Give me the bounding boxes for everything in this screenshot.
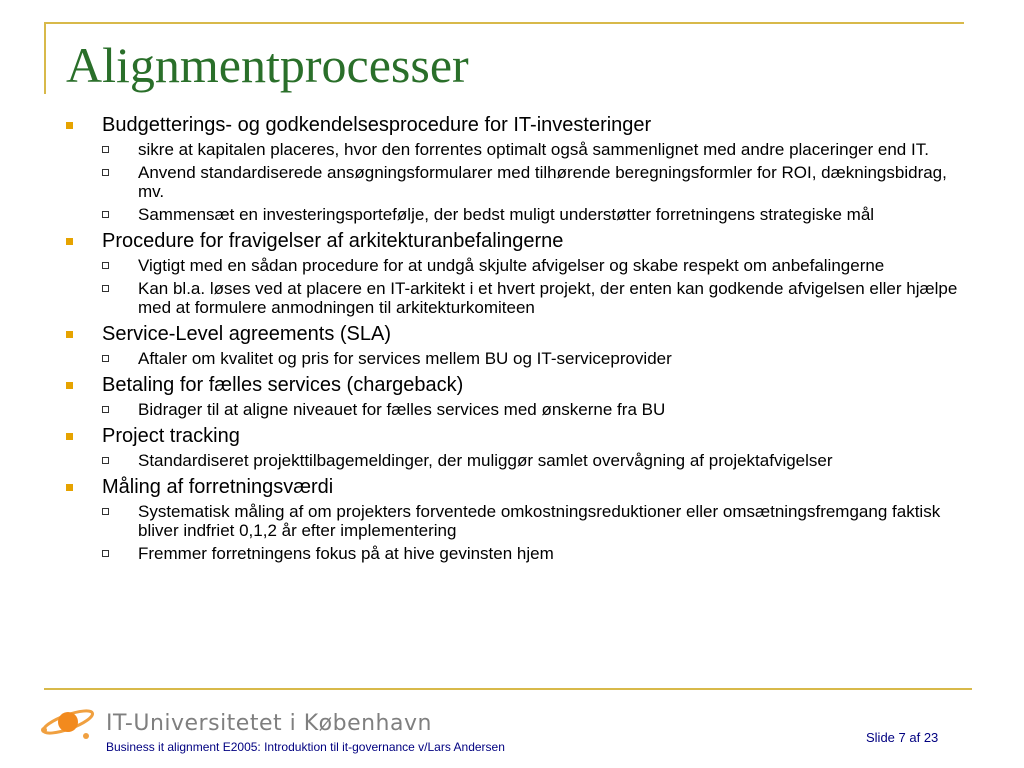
sub-bullet-text: Bidrager til at aligne niveauet for fælles services med ønskerne fra BU — [138, 400, 666, 419]
sub-bullet-item — [60, 451, 960, 470]
bullet-text: Service-Level agreements (SLA) — [102, 323, 392, 345]
sub-bullet-text: Aftaler om kvalitet og pris for services mellem BU og IT-serviceprovider — [138, 349, 672, 368]
hollow-square-bullet-icon — [102, 406, 109, 413]
sub-bullet-text: Systematisk måling af om projekters forventede omkostningsreduktioner eller omsætningsfremgang faktisk bliver indfriet 0,1,2 år efter implementering — [138, 502, 941, 540]
sub-bullet-item — [60, 163, 960, 201]
sub-bullet-item — [60, 400, 960, 419]
sub-bullet-item — [60, 502, 960, 540]
bullet-text: Betaling for fælles services (chargeback) — [102, 374, 464, 396]
hollow-square-bullet-icon — [102, 457, 109, 464]
sub-bullet-item — [60, 140, 960, 159]
sub-bullet-text: Anvend standardiserede ansøgningsformularer med tilhørende beregningsformler for ROI, dækningsbidrag, mv. — [138, 163, 947, 201]
bullet-text: Procedure for fravigelser af arkitekturanbefalingerne — [102, 230, 564, 252]
square-bullet-icon — [66, 433, 73, 440]
sub-bullet-text: Standardiseret projekttilbagemeldinger, der muliggør samlet overvågning af projektafvigelser — [138, 451, 833, 470]
square-bullet-icon — [66, 382, 73, 389]
bullet-text: Budgetterings- og godkendelsesprocedure for IT-investeringer — [102, 114, 652, 136]
sub-bullet-text: sikre at kapitalen placeres, hvor den forrentes optimalt også sammenlignet med andre placeringer end IT. — [138, 140, 929, 159]
hollow-square-bullet-icon — [102, 550, 109, 557]
hollow-square-bullet-icon — [102, 169, 109, 176]
sub-bullet-item — [60, 544, 960, 563]
sub-bullet-text: Sammensæt en investeringsportefølje, der bedst muligt understøtter forretningens strategiske mål — [138, 205, 875, 224]
bullet-item — [60, 230, 960, 252]
sub-bullet-text: Vigtigt med en sådan procedure for at undgå skjulte afvigelser og skabe respekt om anbefalingerne — [138, 256, 885, 275]
bullet-item — [60, 114, 960, 136]
sub-bullet-item — [60, 279, 960, 317]
square-bullet-icon — [66, 484, 73, 491]
organization-name: IT-Universitetet i København — [106, 711, 432, 736]
hollow-square-bullet-icon — [102, 285, 109, 292]
frame-left-line — [44, 22, 46, 94]
sub-bullet-item — [60, 349, 960, 368]
footer-subtitle: Business it alignment E2005: Introduktion til it-governance v/Lars Andersen — [106, 740, 505, 754]
square-bullet-icon — [66, 238, 73, 245]
hollow-square-bullet-icon — [102, 146, 109, 153]
frame-top-line — [44, 22, 964, 24]
sub-bullet-text: Kan bl.a. løses ved at placere en IT-arkitekt i et hvert projekt, der enten kan godkende afvigelsen eller hjælpe med at formulere anmodningen til arkitekturkomiteen — [138, 279, 958, 317]
slide-number: Slide 7 af 23 — [866, 730, 939, 745]
sub-bullet-item — [60, 256, 960, 275]
hollow-square-bullet-icon — [102, 508, 109, 515]
sub-bullet-item — [60, 205, 960, 224]
bullet-item — [60, 476, 960, 498]
bullet-text: Project tracking — [102, 425, 240, 447]
bullet-list — [60, 114, 960, 563]
square-bullet-icon — [66, 122, 73, 129]
slide-title: Alignmentprocesser — [66, 37, 469, 93]
itu-logo-icon — [36, 700, 96, 746]
bullet-item — [60, 323, 960, 345]
hollow-square-bullet-icon — [102, 355, 109, 362]
bullet-item — [60, 425, 960, 447]
bullet-item — [60, 374, 960, 396]
hollow-square-bullet-icon — [102, 211, 109, 218]
square-bullet-icon — [66, 331, 73, 338]
footer-divider — [44, 688, 972, 690]
sub-bullet-text: Fremmer forretningens fokus på at hive gevinsten hjem — [138, 544, 554, 563]
bullet-text: Måling af forretningsværdi — [102, 476, 334, 498]
hollow-square-bullet-icon — [102, 262, 109, 269]
